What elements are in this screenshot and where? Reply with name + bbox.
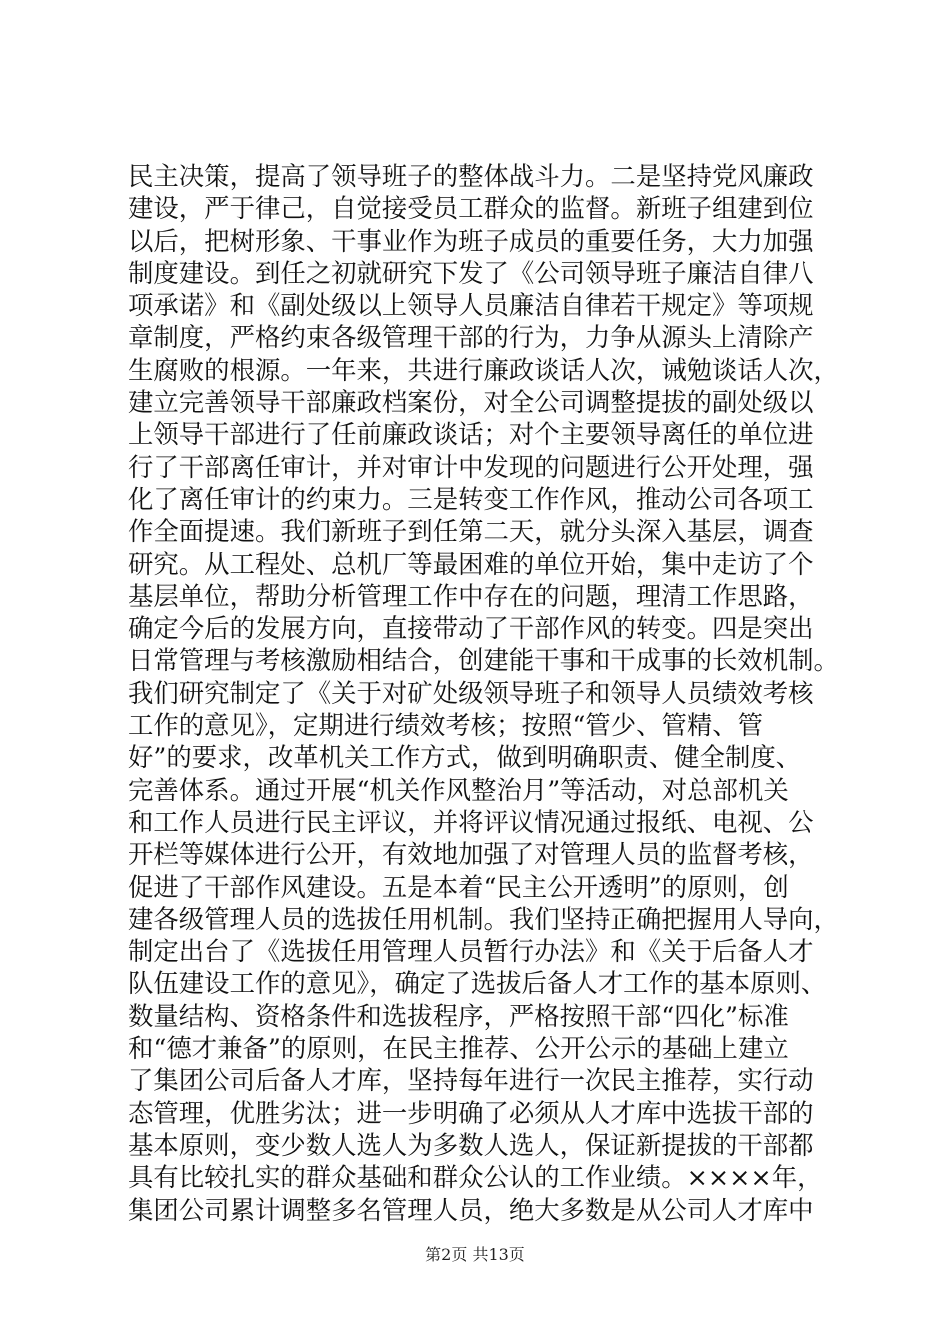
text-line: 项承诺》和《副处级以上领导人员廉洁自律若干规定》等项规 — [128, 290, 814, 321]
text-line: 行了干部离任审计，并对审计中发现的问题进行公开处理，强 — [128, 451, 814, 482]
text-line: 好”的要求，改革机关工作方式，做到明确职责、健全制度、 — [128, 742, 802, 773]
text-line: 作全面提速。我们新班子到任第二天，就分头深入基层，调查 — [128, 516, 814, 547]
text-line: 确定今后的发展方向，直接带动了干部作风的转变。四是突出 — [128, 613, 814, 644]
text-line: 章制度，严格约束各级管理干部的行为，力争从源头上清除产 — [128, 322, 814, 353]
body-text — [128, 160, 839, 1226]
text-line: 态管理，优胜劣汰；进一步明确了必须从人才库中选拔干部的 — [128, 1097, 814, 1128]
text-line: 研究。从工程处、总机厂等最困难的单位开始，集中走访了个 — [128, 548, 814, 579]
text-line: 生腐败的根源。一年来，共进行廉政谈话人次，诫勉谈话人次， — [128, 354, 839, 385]
text-line: 建各级管理人员的选拔任用机制。我们坚持正确把握用人导向， — [128, 903, 839, 934]
text-line: 了集团公司后备人才库，坚持每年进行一次民主推荐，实行动 — [128, 1065, 814, 1096]
text-line: 以后，把树形象、干事业作为班子成员的重要任务，大力加强 — [128, 225, 814, 256]
text-line: 和“德才兼备”的原则，在民主推荐、公开公示的基础上建立 — [128, 1033, 789, 1064]
text-line: 建立完善领导干部廉政档案份，对全公司调整提拔的副处级以 — [128, 387, 814, 418]
text-line: 数量结构、资格条件和选拔程序，严格按照干部“四化”标准 — [128, 1000, 789, 1031]
text-line: 和工作人员进行民主评议，并将评议情况通过报纸、电视、公 — [128, 806, 814, 837]
text-line: 基层单位，帮助分析管理工作中存在的问题，理清工作思路， — [128, 580, 814, 611]
text-line: 促进了干部作风建设。五是本着“民主公开透明”的原则，创 — [128, 871, 789, 902]
text-line: 基本原则，变少数人选人为多数人选人，保证新提拔的干部都 — [128, 1129, 814, 1160]
text-line: 开栏等媒体进行公开，有效地加强了对管理人员的监督考核， — [128, 839, 814, 870]
text-line: 日常管理与考核激励相结合，创建能干事和干成事的长效机制。 — [128, 645, 839, 676]
text-line: 民主决策，提高了领导班子的整体战斗力。二是坚持党风廉政 — [128, 161, 814, 191]
text-line: 工作的意见》，定期进行绩效考核；按照“管少、管精、管 — [128, 710, 764, 741]
text-line: 队伍建设工作的意见》，确定了选拔后备人才工作的基本原则、 — [128, 968, 827, 999]
text-line: 我们研究制定了《关于对矿处级领导班子和领导人员绩效考核 — [128, 677, 814, 708]
text-line: 完善体系。通过开展“机关作风整治月”等活动，对总部机关 — [128, 774, 789, 805]
text-line: 建设，严于律己，自觉接受员工群众的监督。新班子组建到位 — [128, 193, 814, 224]
text-line: 具有比较扎实的群众基础和群众公认的工作业绩。××××年， — [128, 1162, 823, 1193]
text-line: 制定出台了《选拔任用管理人员暂行办法》和《关于后备人才 — [128, 936, 814, 967]
text-line: 上领导干部进行了任前廉政谈话；对个主要领导离任的单位进 — [128, 419, 814, 450]
text-line: 制度建设。到任之初就研究下发了《公司领导班子廉洁自律八 — [128, 257, 814, 288]
text-line: 集团公司累计调整多名管理人员，绝大多数是从公司人才库中 — [128, 1194, 814, 1225]
page-footer: 第2页 共13页 — [425, 1245, 525, 1264]
text-line: 化了离任审计的约束力。三是转变工作作风，推动公司各项工 — [128, 483, 814, 514]
